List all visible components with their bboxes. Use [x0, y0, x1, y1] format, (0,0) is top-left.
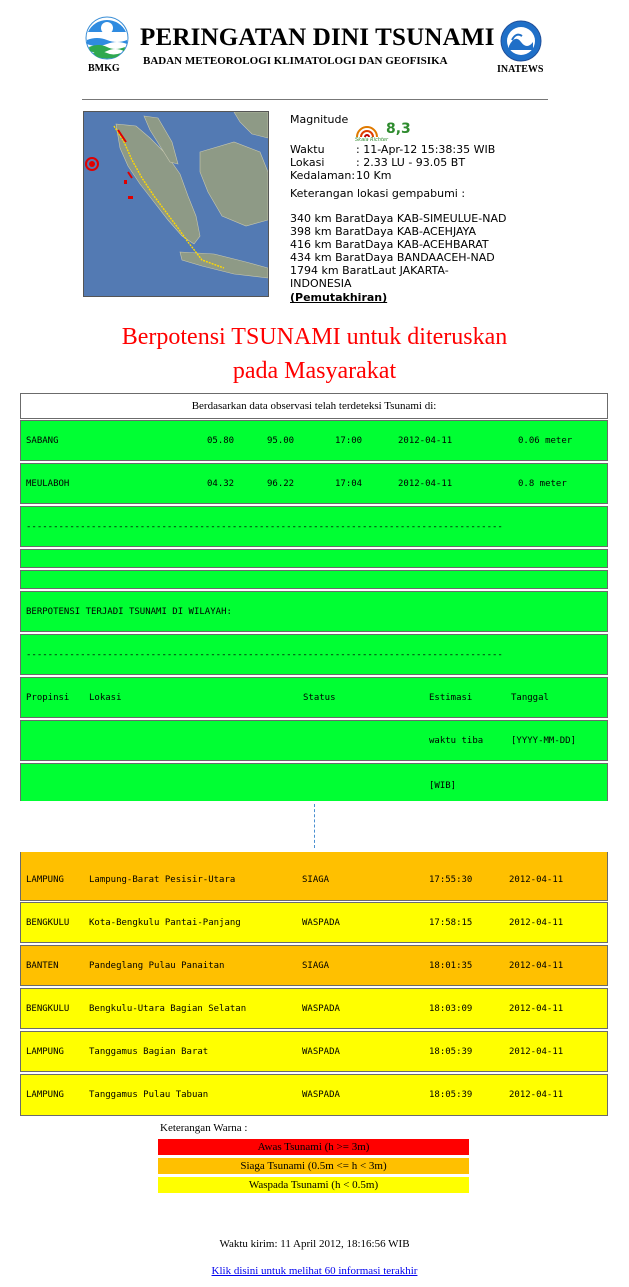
col-estimasi: Estimasi: [429, 693, 473, 703]
station-date: 2012-04-11: [398, 436, 453, 446]
table-row: [20, 858, 608, 901]
location-line: 434 km BaratDaya BANDAACEH-NAD: [290, 251, 495, 264]
warning-status: WASPADA: [302, 1004, 340, 1014]
empty-row: [20, 570, 608, 589]
separator-row: [20, 634, 608, 675]
warning-lokasi: Tanggamus Pulau Tabuan: [89, 1090, 209, 1100]
warning-lokasi: Lampung-Barat Pesisir-Utara: [89, 875, 236, 885]
crop-separator: [314, 804, 315, 848]
region-title-row: [20, 591, 608, 632]
warning-status: WASPADA: [302, 918, 340, 928]
table-row: [20, 463, 608, 504]
magnitude-label: Magnitude: [290, 113, 349, 126]
warning-tanggal: 2012-04-11: [509, 1047, 564, 1057]
page-title: PERINGATAN DINI TSUNAMI: [140, 24, 495, 51]
waktu-value: : 11-Apr-12 15:38:35 WIB: [356, 143, 496, 156]
col-propinsi: Propinsi: [26, 693, 70, 703]
warning-lokasi: Bengkulu-Utara Bagian Selatan: [89, 1004, 247, 1014]
headline-line-1: Berpotensi TSUNAMI untuk diteruskan: [121, 324, 508, 350]
epicenter-map: [83, 111, 269, 297]
sent-time: Waktu kirim: 11 April 2012, 18:16:56 WIB: [219, 1238, 410, 1250]
inatews-logo-text: INATEWS: [497, 64, 544, 75]
warning-tanggal: 2012-04-11: [509, 961, 564, 971]
update-link[interactable]: (Pemutakhiran): [290, 291, 388, 304]
legend-waspada: Waspada Tsunami (h < 0.5m): [158, 1177, 469, 1193]
station-time: 17:04: [335, 479, 363, 489]
inatews-logo: [500, 20, 542, 62]
waktu-label: Waktu: [290, 143, 325, 156]
warning-propinsi: BANTEN: [26, 961, 59, 971]
col-lokasi: Lokasi: [89, 693, 122, 703]
warning-propinsi: BENGKULU: [26, 1004, 70, 1014]
headline-line-2: pada Masyarakat: [232, 358, 397, 384]
col-estimasi-2: waktu tiba: [429, 736, 484, 746]
col-estimasi-3: [WIB]: [429, 781, 457, 791]
warning-tanggal: 2012-04-11: [509, 1004, 564, 1014]
warning-propinsi: LAMPUNG: [26, 1090, 64, 1100]
table-row: [20, 902, 608, 943]
warning-status: SIAGA: [302, 875, 330, 885]
warning-waktu: 18:05:39: [429, 1090, 473, 1100]
table-row: [20, 420, 608, 461]
warning-tanggal: 2012-04-11: [509, 875, 564, 885]
station-name: SABANG: [26, 436, 59, 446]
column-header-row: [20, 720, 608, 761]
warning-propinsi: BENGKULU: [26, 918, 70, 928]
bmkg-logo-text: BMKG: [88, 63, 120, 74]
column-header-row: [20, 763, 608, 801]
observation-intro: Berdasarkan data observasi telah terdeteksi Tsunami di:: [20, 393, 608, 419]
warning-status: WASPADA: [302, 1090, 340, 1100]
region-title: BERPOTENSI TERJADI TSUNAMI DI WILAYAH:: [26, 607, 232, 617]
station-lon: 95.00: [267, 436, 295, 446]
location-line: 340 km BaratDaya KAB-SIMEULUE-NAD: [290, 212, 507, 225]
table-row: [20, 1031, 608, 1072]
warning-lokasi: Kota-Bengkulu Pantai-Panjang: [89, 918, 241, 928]
warning-waktu: 18:03:09: [429, 1004, 473, 1014]
keterangan-label: Keterangan lokasi gempabumi :: [290, 187, 466, 200]
warning-lokasi: Pandeglang Pulau Panaitan: [89, 961, 225, 971]
dash-line: ----------------------------------------------------------------------------------------: [26, 650, 503, 660]
warning-tanggal: 2012-04-11: [509, 1090, 564, 1100]
col-tanggal-2: [YYYY-MM-DD]: [511, 736, 577, 746]
kedalaman-value: 10 Km: [356, 169, 392, 182]
warning-propinsi: LAMPUNG: [26, 1047, 64, 1057]
magnitude-scale: Skala Richter: [355, 137, 389, 143]
page-subtitle: BADAN METEOROLOGI KLIMATOLOGI DAN GEOFISIKA: [143, 55, 448, 67]
col-tanggal: Tanggal: [511, 693, 549, 703]
station-date: 2012-04-11: [398, 479, 453, 489]
station-lon: 96.22: [267, 479, 295, 489]
warning-waktu: 18:05:39: [429, 1047, 473, 1057]
warning-status: WASPADA: [302, 1047, 340, 1057]
warning-waktu: 17:58:15: [429, 918, 473, 928]
table-row: [20, 1074, 608, 1116]
dash-line: ----------------------------------------------------------------------------------------: [26, 522, 503, 532]
empty-row: [20, 549, 608, 568]
station-lat: 04.32: [207, 479, 235, 489]
warning-waktu: 17:55:30: [429, 875, 473, 885]
station-time: 17:00: [335, 436, 363, 446]
warning-waktu: 18:01:35: [429, 961, 473, 971]
lokasi-value: : 2.33 LU - 93.05 BT: [356, 156, 466, 169]
kedalaman-label: Kedalaman:: [290, 169, 356, 182]
warning-lokasi: Tanggamus Bagian Barat: [89, 1047, 209, 1057]
location-line: INDONESIA: [290, 277, 352, 290]
separator-row: [20, 506, 608, 547]
more-info-link[interactable]: Klik disini untuk melihat 60 informasi terakhir: [211, 1265, 418, 1277]
col-status: Status: [303, 693, 336, 703]
legend-awas: Awas Tsunami (h >= 3m): [158, 1139, 469, 1155]
station-name: MEULABOH: [26, 479, 70, 489]
table-row: [20, 988, 608, 1029]
warning-tanggal: 2012-04-11: [509, 918, 564, 928]
magnitude-value: 8,3: [386, 121, 411, 137]
legend-title: Keterangan Warna :: [160, 1122, 248, 1134]
legend-siaga: Siaga Tsunami (0.5m <= h < 3m): [158, 1158, 469, 1174]
station-height: 0.8 meter: [518, 479, 567, 489]
table-row: [20, 945, 608, 986]
location-line: 1794 km BaratLaut JAKARTA-: [290, 264, 449, 277]
column-header-row: [20, 677, 608, 718]
location-line: 416 km BaratDaya KAB-ACEHBARAT: [290, 238, 489, 251]
bmkg-logo: [85, 16, 129, 60]
lokasi-label: Lokasi: [290, 156, 325, 169]
header-divider: [82, 99, 548, 100]
station-height: 0.06 meter: [518, 436, 573, 446]
warning-propinsi: LAMPUNG: [26, 875, 64, 885]
station-lat: 05.80: [207, 436, 235, 446]
location-line: 398 km BaratDaya KAB-ACEHJAYA: [290, 225, 477, 238]
warning-status: SIAGA: [302, 961, 330, 971]
